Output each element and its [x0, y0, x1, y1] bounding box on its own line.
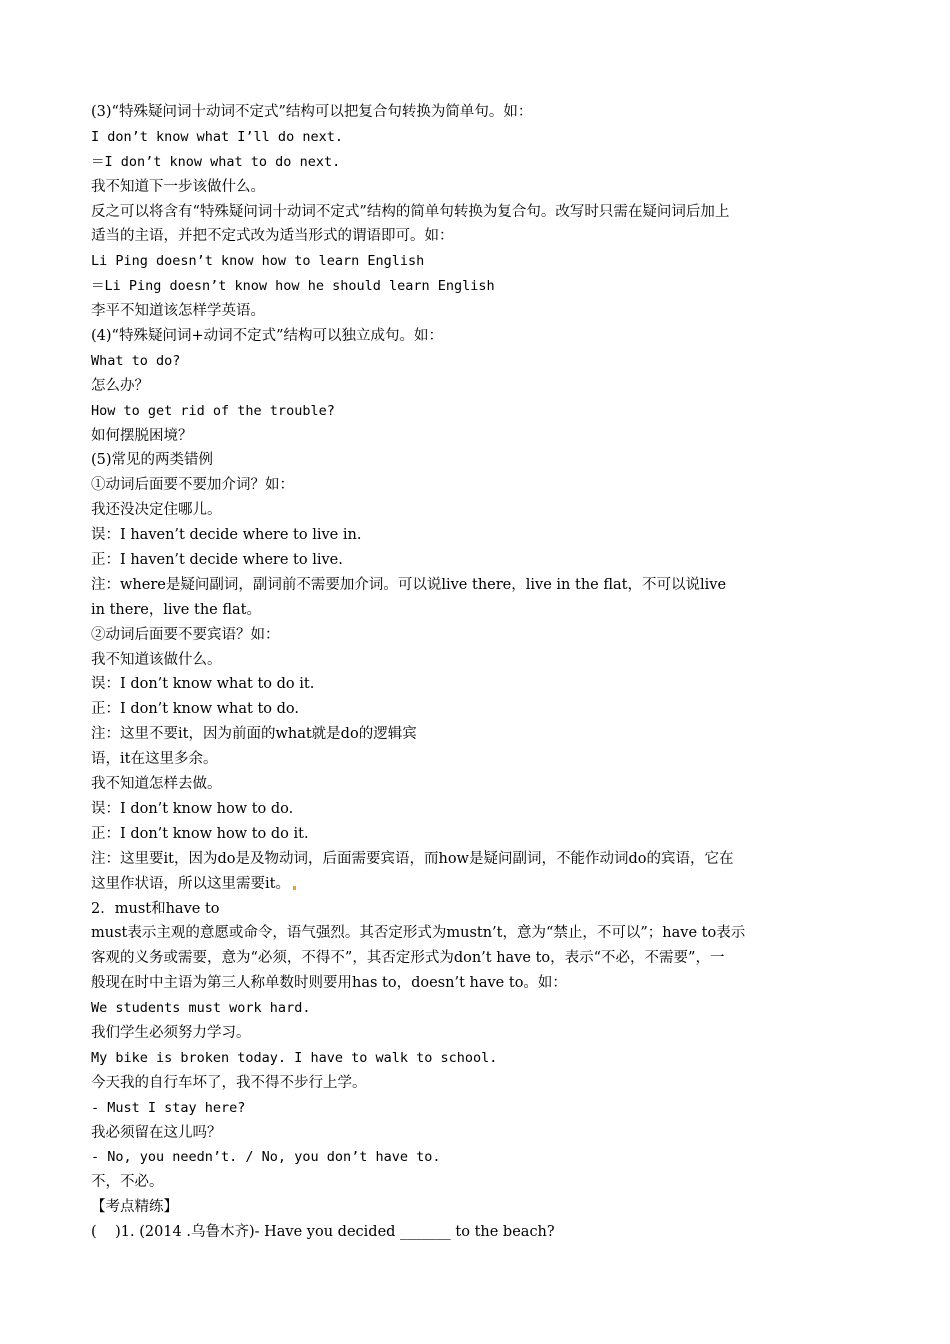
line-text: (4)“特殊疑问词+动词不定式”结构可以独立成句。如： — [91, 328, 444, 345]
text-line-44 — [91, 1170, 863, 1195]
text-line-38 — [91, 1021, 863, 1046]
line-text: 语，it在这里多余。 — [91, 751, 218, 768]
line-text: 注：这里要it，因为do是及物动词，后面需要宾语，而how是疑问副词，不能作动词do的宾语，它在 — [91, 850, 734, 867]
line-text: 2．must和have to — [91, 900, 220, 917]
line-text: How to get rid of the trouble? — [91, 402, 335, 419]
line-text: 正：I don’t know how to do it. — [91, 825, 309, 842]
line-text: 正：I haven’t decide where to live. — [91, 552, 343, 569]
text-line-15 — [91, 448, 863, 473]
text-line-39 — [91, 1046, 863, 1071]
text-line-36 — [91, 971, 863, 996]
line-text: must表示主观的意愿或命令，语气强烈。其否定形式为mustn’t，意为“禁止，不可以”；have to表示 — [91, 925, 746, 942]
line-text: 怎么办？ — [91, 377, 149, 394]
line-text: 我不知道该做什么。 — [91, 651, 222, 668]
line-text: 适当的主语，并把不定式改为适当形式的谓语即可。如： — [91, 228, 454, 245]
line-text: 误：I don’t know what to do it. — [91, 676, 315, 693]
line-text: Li Ping doesn’t know how to learn English — [91, 253, 425, 270]
text-line-30 — [91, 822, 863, 847]
text-line-33 — [91, 897, 863, 922]
text-line-13 — [91, 399, 863, 424]
line-text: 我们学生必须努力学习。 — [91, 1024, 251, 1041]
line-text: 这里作状语，所以这里需要it。 — [91, 875, 290, 892]
line-text: 我不知道下一步该做什么。 — [91, 178, 265, 195]
text-line-6 — [91, 224, 863, 249]
text-line-2 — [91, 125, 863, 150]
line-text: (3)“特殊疑问词十动词不定式”结构可以把复合句转换为简单句。如： — [91, 104, 533, 120]
text-line-14 — [91, 424, 863, 449]
line-text: 般现在时中主语为第三人称单数时则要用has to，doesn’t have to。如： — [91, 975, 567, 992]
text-line-5 — [91, 200, 863, 225]
line-text: ＝Li Ping doesn’t know how he should learn English — [91, 278, 495, 295]
line-text: What to do? — [91, 352, 181, 369]
text-line-12 — [91, 374, 863, 399]
line-text: ①动词后面要不要加介词？如： — [91, 477, 294, 494]
text-line-3 — [91, 150, 863, 175]
text-line-34 — [91, 921, 863, 946]
text-line-24 — [91, 672, 863, 697]
text-line-18 — [91, 523, 863, 548]
line-text: 不，不必。 — [91, 1174, 164, 1191]
highlight-mark — [293, 886, 296, 890]
text-line-23 — [91, 648, 863, 673]
line-text: 正：I don’t know what to do. — [91, 701, 299, 718]
line-text: 李平不知道该怎样学英语。 — [91, 303, 265, 320]
line-text: ( )1. (2014 .乌鲁木齐)- Have you decided _______ to the beach? — [91, 1224, 555, 1241]
text-line-37 — [91, 996, 863, 1021]
text-line-16 — [91, 473, 863, 498]
text-line-1 — [91, 100, 863, 125]
text-line-10 — [91, 324, 863, 349]
text-line-25 — [91, 697, 863, 722]
line-text: (5)常见的两类错例 — [91, 452, 214, 469]
line-text: 我还没决定住哪儿。 — [91, 502, 222, 519]
text-line-29 — [91, 797, 863, 822]
text-line-26 — [91, 722, 863, 747]
line-text: - Must I stay here? — [91, 1099, 246, 1116]
text-line-4 — [91, 175, 863, 200]
line-text: 客观的义务或需要，意为“必须，不得不”，其否定形式为don’t have to，表示“不必，不需要”，一 — [91, 950, 725, 967]
text-line-43 — [91, 1145, 863, 1170]
text-line-28 — [91, 772, 863, 797]
text-line-11 — [91, 349, 863, 374]
text-line-20 — [91, 573, 863, 598]
line-text: ②动词后面要不要宾语？如： — [91, 626, 280, 643]
text-line-41 — [91, 1096, 863, 1121]
line-text: 注：这里不要it，因为前面的what就是do的逻辑宾 — [91, 726, 417, 743]
document-page — [91, 100, 863, 1245]
line-text: My bike is broken today. I have to walk to school. — [91, 1049, 498, 1066]
line-text: in there，live the flat。 — [91, 601, 261, 618]
line-text: 注：where是疑问副词，副词前不需要加介词。可以说live there，live in the flat，不可以说live — [91, 576, 727, 593]
text-line-27 — [91, 747, 863, 772]
text-line-19 — [91, 548, 863, 573]
text-line-22 — [91, 623, 863, 648]
text-line-21 — [91, 598, 863, 623]
text-line-35 — [91, 946, 863, 971]
line-text: 今天我的自行车坏了，我不得不步行上学。 — [91, 1074, 367, 1091]
line-text: 反之可以将含有“特殊疑问词十动词不定式”结构的简单句转换为复合句。改写时只需在疑问词后加上 — [91, 203, 730, 220]
text-line-46 — [91, 1220, 863, 1245]
text-line-45 — [91, 1195, 863, 1220]
line-text: 我必须留在这儿吗？ — [91, 1124, 222, 1141]
line-text: 误：I don’t know how to do. — [91, 800, 294, 817]
line-text: 如何摆脱困境？ — [91, 427, 193, 444]
text-line-32 — [91, 872, 863, 897]
line-text: 我不知道怎样去做。 — [91, 776, 222, 793]
line-text: ＝I don’t know what to do next. — [91, 153, 341, 170]
text-line-40 — [91, 1071, 863, 1096]
text-line-17 — [91, 498, 863, 523]
text-line-7 — [91, 249, 863, 274]
line-text: I don’t know what I’ll do next. — [91, 128, 343, 145]
line-text: - No, you needn’t. / No, you don’t have to. — [91, 1149, 441, 1166]
text-line-8 — [91, 274, 863, 299]
line-text: 误：I haven’t decide where to live in. — [91, 527, 362, 544]
line-text: 【考点精练】 — [91, 1199, 178, 1216]
text-line-42 — [91, 1121, 863, 1146]
line-text: We students must work hard. — [91, 1000, 311, 1017]
text-line-9 — [91, 299, 863, 324]
text-line-31 — [91, 847, 863, 872]
